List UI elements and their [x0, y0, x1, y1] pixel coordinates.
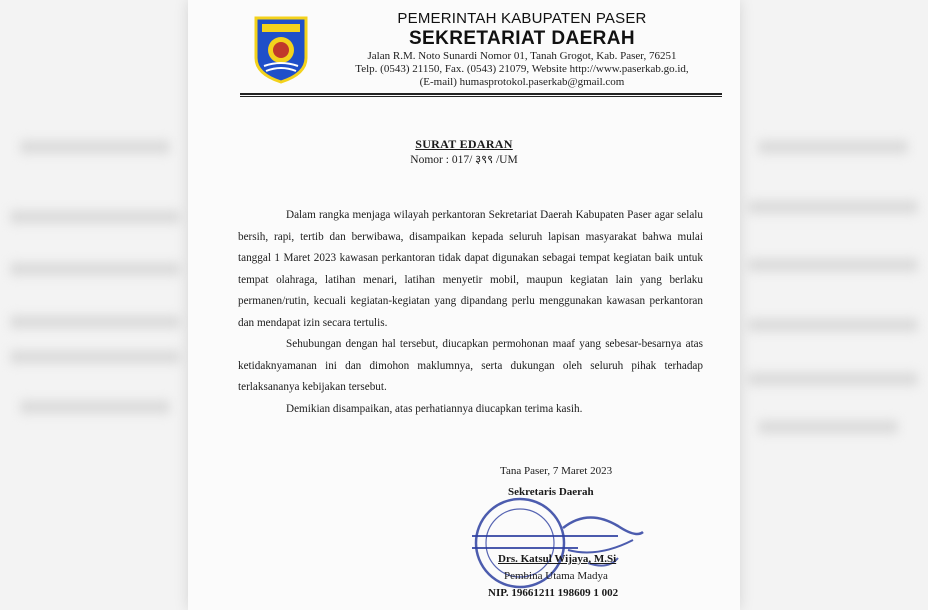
signer-position: Sekretaris Daerah [508, 486, 594, 498]
contact-line: Telp. (0543) 21150, Fax. (0543) 21079, Website http://www.paserkab.go.id, [355, 63, 689, 75]
letter-title: SURAT EDARAN [415, 137, 513, 151]
government-name: PEMERINTAH KABUPATEN PASER [397, 10, 647, 27]
office-name: SEKRETARIAT DAERAH [408, 28, 636, 49]
blurred-background-right [738, 0, 928, 610]
signer-rank: Pembina Utama Madya [504, 570, 608, 582]
signer-nip: NIP. 19661211 198609 1 002 [488, 587, 619, 599]
letter-body [238, 205, 703, 420]
paser-regency-crest-icon [250, 14, 312, 84]
letter-page [188, 0, 740, 610]
paragraph-3: Demikian disampaikan, atas perhatiannya diucapkan terima kasih. [286, 402, 583, 415]
letter-number: Nomor : 017/ ३९९ /UM [410, 154, 518, 166]
paragraph-2: Sehubungan dengan hal tersebut, diucapkan permohonan maaf yang sebesar-besarnya atas ketidaknyamanan ini dan dimohon maklumnya, serta dukungan oleh seluruh pihak terhadap terlaksananya kebijakan tersebut. [238, 338, 703, 393]
address-line: Jalan R.M. Noto Sunardi Nomor 01, Tanah Grogot, Kab. Paser, 76251 [367, 50, 677, 62]
letterhead [316, 10, 728, 89]
letterhead-divider-thick [240, 93, 722, 95]
signer-name: Drs. Katsul Wijaya, M.Si [498, 553, 617, 565]
email-line: (E-mail) humasprotokol.paserkab@gmail.com [419, 76, 625, 88]
letterhead-divider-thin [240, 96, 722, 97]
paragraph-1: Dalam rangka menjaga wilayah perkantoran Sekretariat Daerah Kabupaten Paser agar selalu bersih, rapi, tertib dan berwibawa, disampaikan kepada seluruh lapisan masyarakat bahwa mulai tanggal 1 Maret 2023 kawasan perkantoran tidak dapat digunakan sebagai tempat kegiatan baik untuk tempat olahraga, latihan menari, latihan menyetir mobil, maupun kegiatan lain yang berlaku permanen/rutin, kecuali kegiatan-kegiatan yang dipandang perlu menggunakan kawasan perkantoran dan mendapat izin secara tertulis. [238, 209, 703, 329]
blurred-background-left [0, 0, 190, 610]
place-date: Tana Paser, 7 Maret 2023 [500, 465, 613, 477]
